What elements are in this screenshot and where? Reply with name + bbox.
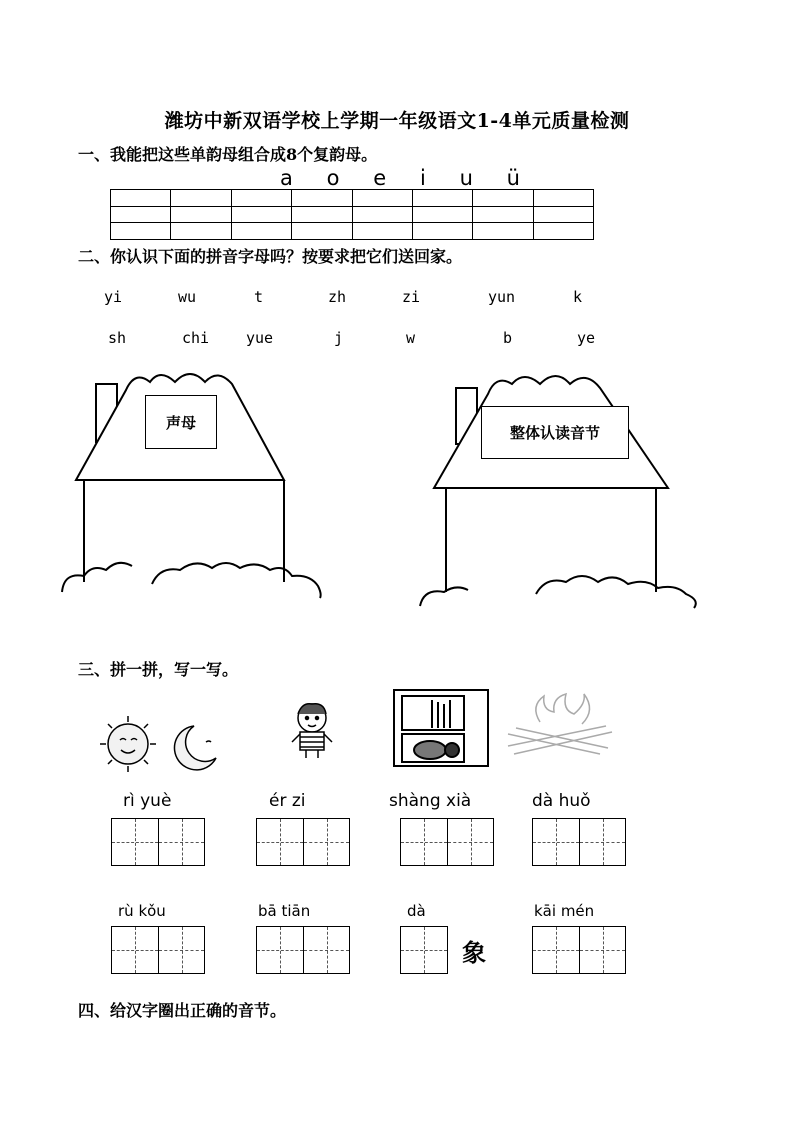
pinyin-word: rì yuè <box>123 791 172 811</box>
answer-cell[interactable] <box>292 190 352 207</box>
answer-cell[interactable] <box>412 223 472 240</box>
vowel-o: o <box>326 166 340 190</box>
answer-cell[interactable] <box>412 206 472 223</box>
answer-cell[interactable] <box>171 206 231 223</box>
pinyin-word: ér zi <box>269 791 306 811</box>
section3-heading: 三、拼一拼，写一写。 <box>78 660 239 679</box>
section1-heading: 一、我能把这些单韵母组合成8个复韵母。 <box>78 145 378 164</box>
answer-cell[interactable] <box>292 223 352 240</box>
answer-cell[interactable] <box>231 206 291 223</box>
given-character: 象 <box>462 938 486 967</box>
pinyin-word: dà huǒ <box>532 791 591 811</box>
pinyin-word: kāi mén <box>534 902 595 920</box>
answer-cell[interactable] <box>412 190 472 207</box>
answer-cell[interactable] <box>352 223 412 240</box>
writing-box[interactable] <box>400 818 494 866</box>
vowel-v: ü <box>506 166 520 190</box>
house-label-whole-syllables[interactable]: 整体认读音节 <box>481 406 629 459</box>
sun-moon-icon <box>96 712 226 774</box>
pinyin-item: zh <box>328 288 347 306</box>
answer-cell[interactable] <box>473 190 533 207</box>
pinyin-item: ye <box>577 329 596 347</box>
pinyin-word: dà <box>407 902 426 920</box>
pinyin-item: sh <box>108 329 127 347</box>
vowel-i: i <box>419 166 426 190</box>
pinyin-word: shàng xià <box>389 791 472 811</box>
boy-icon <box>286 700 338 762</box>
writing-box[interactable] <box>256 926 350 974</box>
answer-cell[interactable] <box>352 206 412 223</box>
houses-drawing <box>0 360 794 620</box>
writing-box[interactable] <box>532 818 626 866</box>
answer-cell[interactable] <box>111 190 171 207</box>
writing-box[interactable] <box>256 818 350 866</box>
writing-box[interactable] <box>111 926 205 974</box>
pinyin-item: zi <box>402 288 421 306</box>
pinyin-item: chi <box>182 329 210 347</box>
pinyin-item: yi <box>104 288 123 306</box>
answer-cell[interactable] <box>171 223 231 240</box>
page-title: 潍坊中新双语学校上学期一年级语文1-4单元质量检测 <box>164 110 630 132</box>
vowel-u: u <box>459 166 473 190</box>
section2-heading: 二、你认识下面的拼音字母吗？按要求把它们送回家。 <box>78 247 463 266</box>
pinyin-item: b <box>503 329 513 347</box>
answer-cell[interactable] <box>231 223 291 240</box>
answer-cell[interactable] <box>171 190 231 207</box>
vowel-e: e <box>373 166 387 190</box>
answer-cell[interactable] <box>111 206 171 223</box>
writing-box[interactable] <box>400 926 448 974</box>
pinyin-item: yun <box>488 288 516 306</box>
answer-cell[interactable] <box>292 206 352 223</box>
pinyin-item: k <box>573 288 583 306</box>
pinyin-item: w <box>406 329 416 347</box>
answer-grid <box>110 189 594 240</box>
answer-cell[interactable] <box>473 206 533 223</box>
answer-cell[interactable] <box>533 223 593 240</box>
pinyin-word: bā tiān <box>258 902 311 920</box>
answer-cell[interactable] <box>473 223 533 240</box>
answer-cell[interactable] <box>533 206 593 223</box>
answer-cell[interactable] <box>533 190 593 207</box>
writing-box[interactable] <box>111 818 205 866</box>
pinyin-item: wu <box>178 288 197 306</box>
pinyin-item: yue <box>246 329 274 347</box>
answer-cell[interactable] <box>231 190 291 207</box>
vowel-a: a <box>280 166 293 190</box>
house-label-initials[interactable]: 声母 <box>145 395 217 449</box>
campfire-icon <box>500 692 620 756</box>
answer-cell[interactable] <box>352 190 412 207</box>
pinyin-item: j <box>334 329 344 347</box>
bookshelf-icon <box>392 688 490 768</box>
vowel-list <box>280 166 520 190</box>
pinyin-word: rù kǒu <box>118 902 166 920</box>
answer-cell[interactable] <box>111 223 171 240</box>
writing-box[interactable] <box>532 926 626 974</box>
section4-heading: 四、给汉字圈出正确的音节。 <box>78 1001 287 1020</box>
pinyin-item: t <box>254 288 264 306</box>
